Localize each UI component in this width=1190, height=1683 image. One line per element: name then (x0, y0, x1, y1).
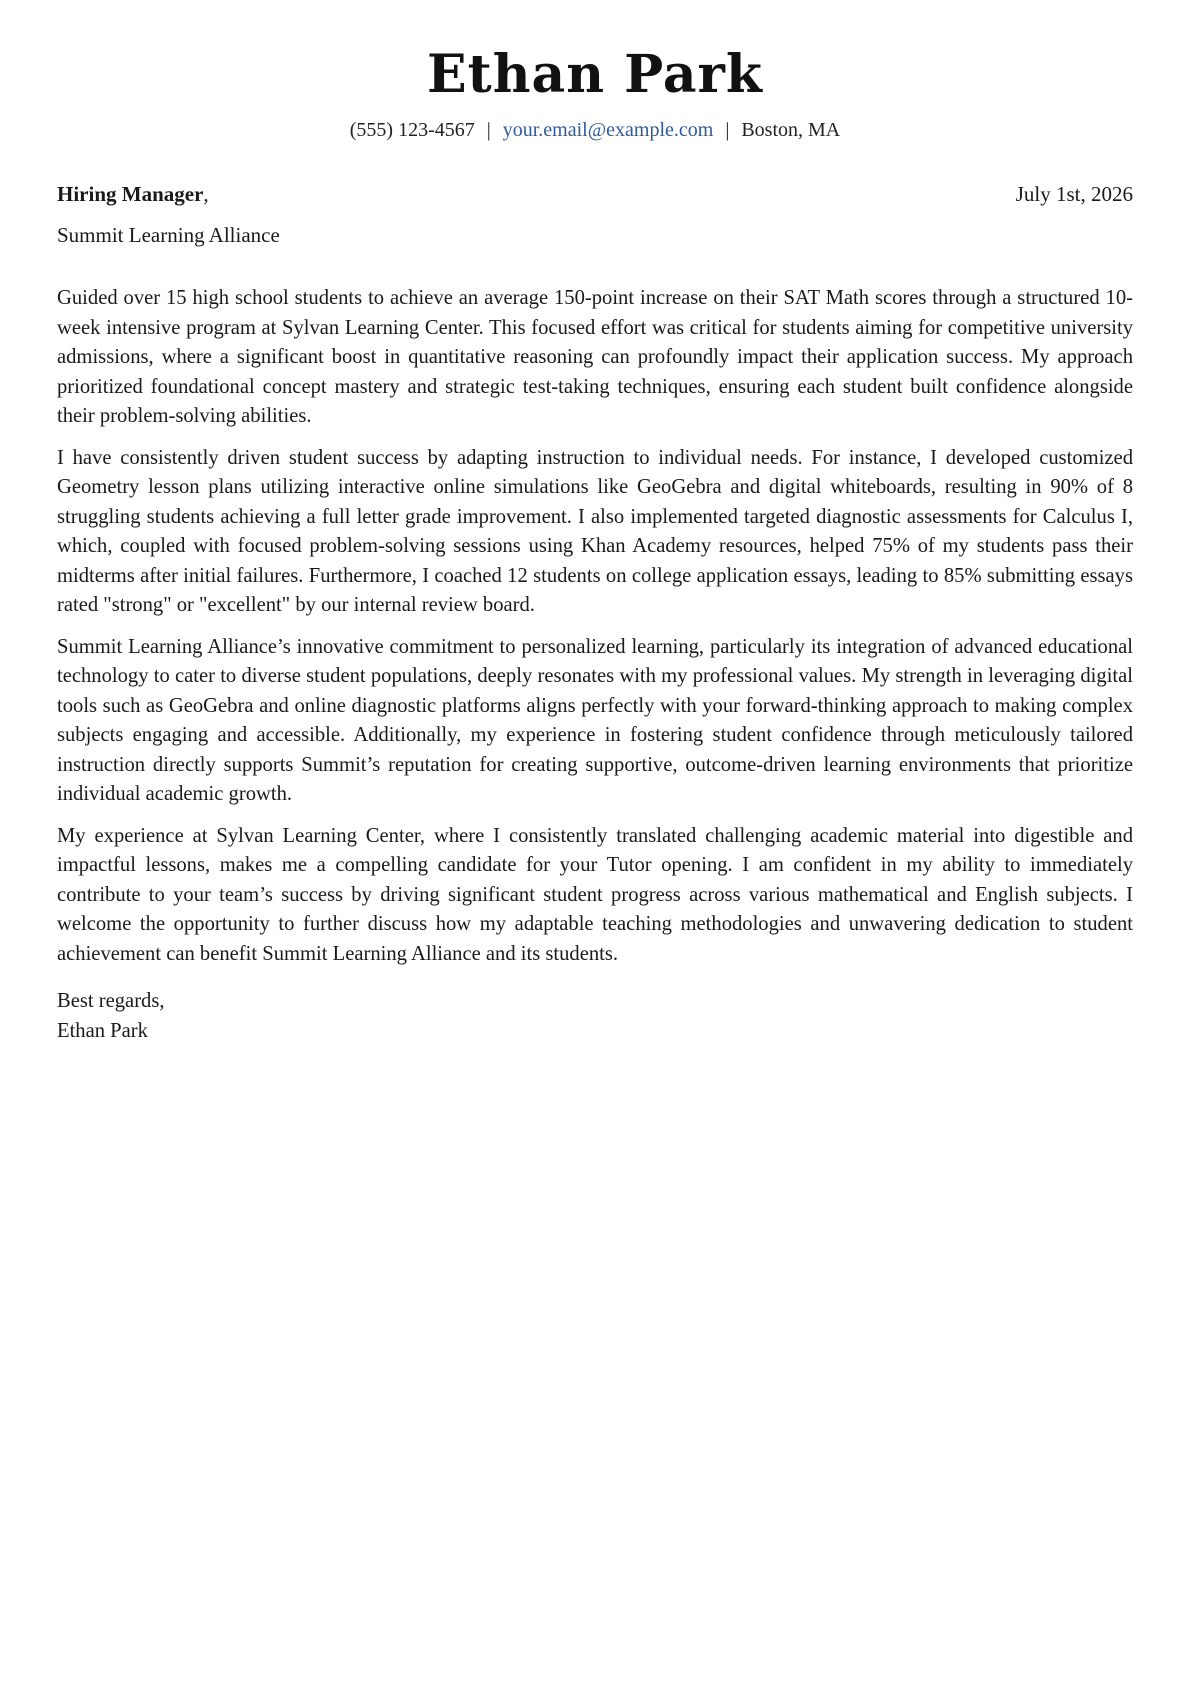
body-paragraph: Guided over 15 high school students to achieve an average 150-point increase on their SAT Math scores through a structured 10-week intensive program at Sylvan Learning Center. This focused effort was critical for students aiming for competitive university admissions, where a significant boost in quantitative reasoning can profoundly impact their application success. My approach prioritized foundational concept mastery and strategic test-taking techniques, ensuring each student built confidence alongside their problem-solving abilities. (57, 287, 1133, 427)
recipient-comma: , (203, 182, 209, 206)
closing-salutation: Best regards, (57, 990, 165, 1012)
body-paragraph: I have consistently driven student success by adapting instruction to individual needs. For instance, I developed customized Geometry lesson plans utilizing interactive online simulations like GeoGebra and digital whiteboards, resulting in 90% of 8 struggling students achieving a full letter grade improvement. I also implemented targeted diagnostic assessments for Calculus I, which, coupled with focused problem-solving sessions using Khan Academy resources, helped 75% of my students pass their midterms after initial failures. Furthermore, I coached 12 students on college application essays, leading to 85% submitting essays rated "strong" or "excellent" by our internal review board. (57, 446, 1133, 616)
phone-number: (555) 123-4567 (349, 119, 475, 141)
letter-body (57, 284, 1133, 1046)
letter-header (0, 40, 1190, 144)
contact-separator: | (725, 119, 730, 141)
contact-line (0, 116, 1190, 144)
letter-date: July 1st, 2026 (1015, 182, 1133, 206)
email-link[interactable]: your.email@example.com (502, 119, 714, 141)
contact-separator: | (486, 119, 491, 141)
location: Boston, MA (741, 119, 841, 141)
applicant-name: Ethan Park (427, 44, 763, 105)
letter-closing (57, 987, 1133, 1046)
body-paragraph: Summit Learning Alliance’s innovative commitment to personalized learning, particularly its integration of advanced educational technology to cater to diverse student populations, deeply resonates with my professional values. My strength in leveraging digital tools such as GeoGebra and online diagnostic platforms aligns perfectly with your forward-thinking approach to making complex subjects engaging and accessible. Additionally, my experience in fostering student confidence through meticulously tailored instruction directly supports Summit’s reputation for creating supportive, outcome-driven learning environments that prioritize individual academic growth. (57, 635, 1133, 805)
recipient-name-wrapper (57, 180, 209, 208)
recipient-name: Hiring Manager (57, 182, 204, 206)
closing-signature: Ethan Park (57, 1019, 148, 1042)
body-paragraph: My experience at Sylvan Learning Center, where I consistently translated challenging academic material into digestible and impactful lessons, makes me a compelling candidate for your Tutor opening. I am confident in my ability to immediately contribute to your team’s success by driving significant student progress across various mathematical and English subjects. I welcome the opportunity to further discuss how my adaptable teaching methodologies and unwavering dedication to student achievement can benefit Summit Learning Alliance and its students. (57, 824, 1133, 965)
recipient-company: Summit Learning Alliance (57, 223, 280, 247)
